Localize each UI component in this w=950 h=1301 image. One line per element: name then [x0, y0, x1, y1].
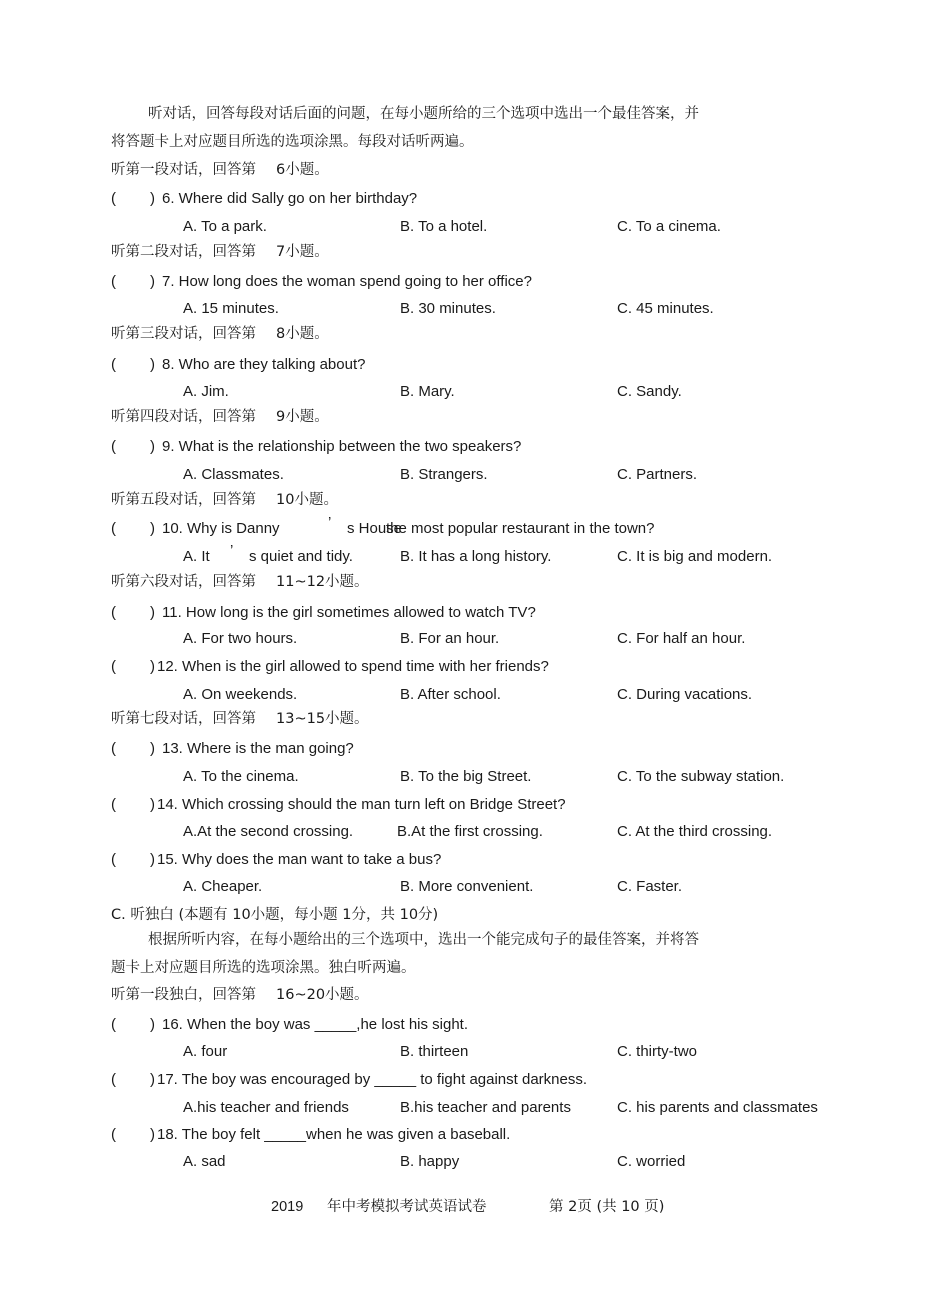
option-15a: A. Cheaper. — [183, 878, 263, 895]
option-9c: C. Partners. — [617, 466, 698, 483]
option-6b: B. To a hotel. — [400, 218, 488, 235]
section-header-4: 听第四段对话，回答第 9小题。 — [111, 409, 329, 425]
option-12a: A. On weekends. — [183, 686, 298, 703]
question-12: 12. When is the girl allowed to spend time with her friends? — [157, 658, 549, 675]
answer-paren-15[interactable]: ( ) — [111, 851, 155, 868]
option-10b: B. It has a long history. — [400, 548, 552, 565]
question-11: 11. How long is the girl sometimes allowed to watch TV? — [162, 604, 536, 621]
question-8: 8. Who are they talking about? — [162, 356, 366, 373]
option-17b: B.his teacher and parents — [400, 1099, 571, 1116]
option-12b: B. After school. — [400, 686, 501, 703]
question-17: 17. The boy was encouraged by _____ to fight against darkness. — [157, 1071, 588, 1088]
option-7a: A. 15 minutes. — [183, 300, 279, 317]
question-6: 6. Where did Sally go on her birthday? — [162, 190, 418, 207]
option-13a: A. To the cinema. — [183, 768, 299, 785]
option-11c: C. For half an hour. — [617, 630, 746, 647]
answer-paren-18[interactable]: ( ) — [111, 1126, 155, 1143]
question-7: 7. How long does the woman spend going to her office? — [162, 273, 532, 290]
option-9b: B. Strangers. — [400, 466, 488, 483]
answer-paren-7[interactable]: ( ) — [111, 273, 155, 290]
option-8a: A. Jim. — [183, 383, 229, 400]
answer-paren-11[interactable]: ( ) — [111, 604, 155, 621]
option-14b: B.At the first crossing. — [397, 823, 543, 840]
option-11a: A. For two hours. — [183, 630, 298, 647]
answer-paren-13[interactable]: ( ) — [111, 740, 155, 757]
option-9a: A. Classmates. — [183, 466, 284, 483]
section-label: 听第一段对话，回答第 — [111, 162, 256, 178]
option-17a: A.his teacher and friends — [183, 1099, 349, 1116]
option-18c: C. worried — [617, 1153, 686, 1170]
question-10-part1: 10. Why is Danny — [162, 520, 280, 537]
option-14a: A.At the second crossing. — [183, 823, 354, 840]
answer-paren-6[interactable]: ( ) — [111, 190, 155, 207]
question-10-part2: s House — [347, 520, 403, 537]
section-header-5: 听第五段对话，回答第 10小题。 — [111, 492, 338, 508]
option-10a-apostrophe: ’ — [230, 542, 234, 559]
answer-paren-16[interactable]: ( ) — [111, 1016, 155, 1033]
question-10-part3: the most popular restaurant in the town? — [386, 520, 655, 537]
question-16: 16. When the boy was _____,he lost his sight. — [162, 1016, 469, 1033]
option-6c: C. To a cinema. — [617, 218, 721, 235]
answer-paren-8[interactable]: ( ) — [111, 356, 155, 373]
section-header-6: 听第六段对话，回答第 11~12小题。 — [111, 574, 369, 590]
option-10a-start: A. It — [183, 548, 210, 565]
option-6a: A. To a park. — [183, 218, 267, 235]
section-header-monologue-1: 听第一段独白，回答第 16~20小题。 — [111, 987, 369, 1003]
section-range: 6小题。 — [276, 162, 329, 178]
answer-paren-17[interactable]: ( ) — [111, 1071, 155, 1088]
option-8c: C. Sandy. — [617, 383, 682, 400]
question-14: 14. Which crossing should the man turn left on Bridge Street? — [157, 796, 566, 813]
option-10c: C. It is big and modern. — [617, 548, 773, 565]
option-10a-end: s quiet and tidy. — [249, 548, 353, 565]
option-13c: C. To the subway station. — [617, 768, 785, 785]
part-c-title: C. 听独白 (本题有 10小题，每小题 1分，共 10分) — [111, 907, 439, 923]
option-12c: C. During vacations. — [617, 686, 753, 703]
footer-title: 年中考模拟考试英语试卷 — [327, 1199, 487, 1215]
part-c-instruction-2: 题卡上对应题目所选的选项涂黑。独白听两遍。 — [111, 960, 416, 976]
question-13: 13. Where is the man going? — [162, 740, 354, 757]
option-7b: B. 30 minutes. — [400, 300, 496, 317]
question-15: 15. Why does the man want to take a bus? — [157, 851, 442, 868]
part-c-instruction-1: 根据所听内容，在每小题给出的三个选项中，选出一个能完成句子的最佳答案，并将答 — [148, 932, 699, 948]
answer-paren-10[interactable]: ( ) — [111, 520, 155, 537]
question-10-apostrophe: ’ — [328, 514, 332, 531]
answer-paren-14[interactable]: ( ) — [111, 796, 155, 813]
option-11b: B. For an hour. — [400, 630, 500, 647]
footer-year: 2019 — [271, 1199, 304, 1215]
option-17c: C. his parents and classmates — [617, 1099, 818, 1116]
option-16b: B. thirteen — [400, 1043, 469, 1060]
section-header-3: 听第三段对话，回答第 8小题。 — [111, 326, 329, 342]
answer-paren-9[interactable]: ( ) — [111, 438, 155, 455]
option-16c: C. thirty-two — [617, 1043, 698, 1060]
instruction-line-2: 将答题卡上对应题目所选的选项涂黑。每段对话听两遍。 — [111, 134, 474, 150]
option-18a: A. sad — [183, 1153, 226, 1170]
section-header-7: 听第七段对话，回答第 13~15小题。 — [111, 711, 369, 727]
section-header-2: 听第二段对话，回答第 7小题。 — [111, 244, 329, 260]
option-15b: B. More convenient. — [400, 878, 534, 895]
option-15c: C. Faster. — [617, 878, 683, 895]
option-7c: C. 45 minutes. — [617, 300, 714, 317]
instruction-line-1: 听对话，回答每段对话后面的问题，在每小题所给的三个选项中选出一个最佳答案，并 — [148, 106, 699, 122]
option-14c: C. At the third crossing. — [617, 823, 773, 840]
option-8b: B. Mary. — [400, 383, 455, 400]
option-18b: B. happy — [400, 1153, 460, 1170]
option-13b: B. To the big Street. — [400, 768, 532, 785]
question-9: 9. What is the relationship between the two speakers? — [162, 438, 522, 455]
footer-page-number: 第 2页 (共 10 页) — [549, 1199, 665, 1215]
option-16a: A. four — [183, 1043, 228, 1060]
section-header-1 — [111, 161, 329, 179]
answer-paren-12[interactable]: ( ) — [111, 658, 155, 675]
question-18: 18. The boy felt _____when he was given a baseball. — [157, 1126, 511, 1143]
